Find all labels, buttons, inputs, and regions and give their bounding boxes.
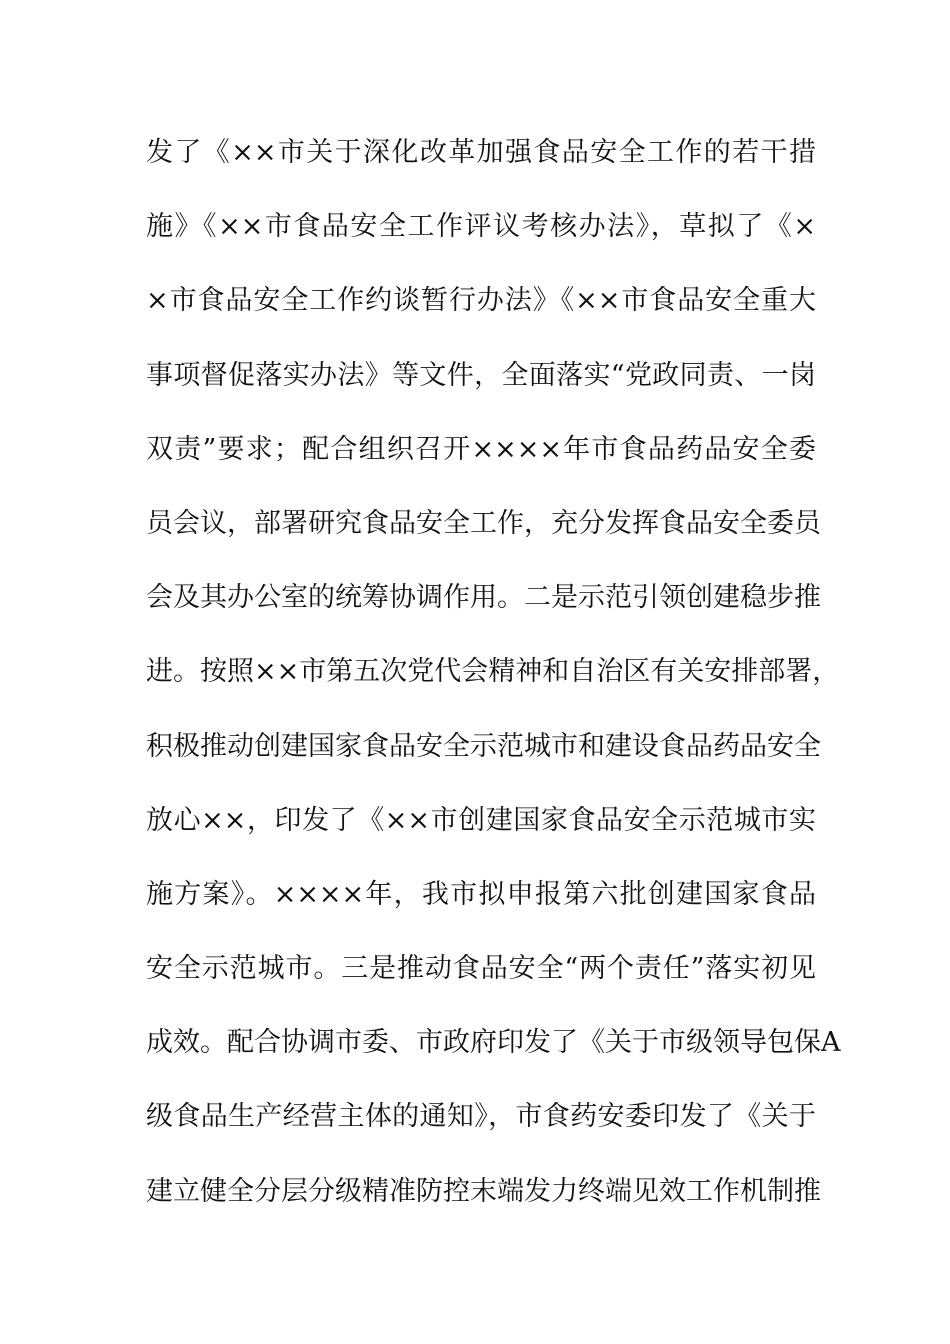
text-line: 事项督促落实办法》等文件，全面落实“党政同责、一岗 bbox=[146, 359, 816, 391]
text-line: 施》《××市食品安全工作评议考核办法》，草拟了《× bbox=[146, 211, 816, 243]
text-line: 施方案》。××××年，我市拟申报第六批创建国家食品 bbox=[146, 878, 816, 910]
text-line: 成效。配合协调市委、市政府印发了《关于市级领导包保A bbox=[146, 1027, 841, 1059]
text-line: 建立健全分层分级精准防控末端发力终端见效工作机制推 bbox=[146, 1175, 821, 1207]
text-line: 放心××，印发了《××市创建国家食品安全示范城市实 bbox=[146, 804, 816, 836]
text-line: 安全示范城市。三是推动食品安全“两个责任”落实初见 bbox=[146, 953, 816, 985]
text-line: 级食品生产经营主体的通知》，市食药安委印发了《关于 bbox=[146, 1101, 816, 1133]
text-line: 双责”要求；配合组织召开××××年市食品药品安全委 bbox=[146, 433, 816, 465]
body-text bbox=[146, 128, 841, 1241]
text-line: 员会议，部署研究食品安全工作，充分发挥食品安全委员 bbox=[146, 507, 821, 539]
text-line: 积极推动创建国家食品安全示范城市和建设食品药品安全 bbox=[146, 730, 821, 762]
text-line: 进。按照××市第五次党代会精神和自治区有关安排部署， bbox=[146, 656, 840, 688]
text-line: ×市食品安全工作约谈暂行办法》《××市食品安全重大 bbox=[146, 285, 816, 317]
text-line: 发了《××市关于深化改革加强食品安全工作的若干措 bbox=[146, 137, 816, 168]
text-line: 会及其办公室的统筹协调作用。二是示范引领创建稳步推 bbox=[146, 582, 821, 614]
